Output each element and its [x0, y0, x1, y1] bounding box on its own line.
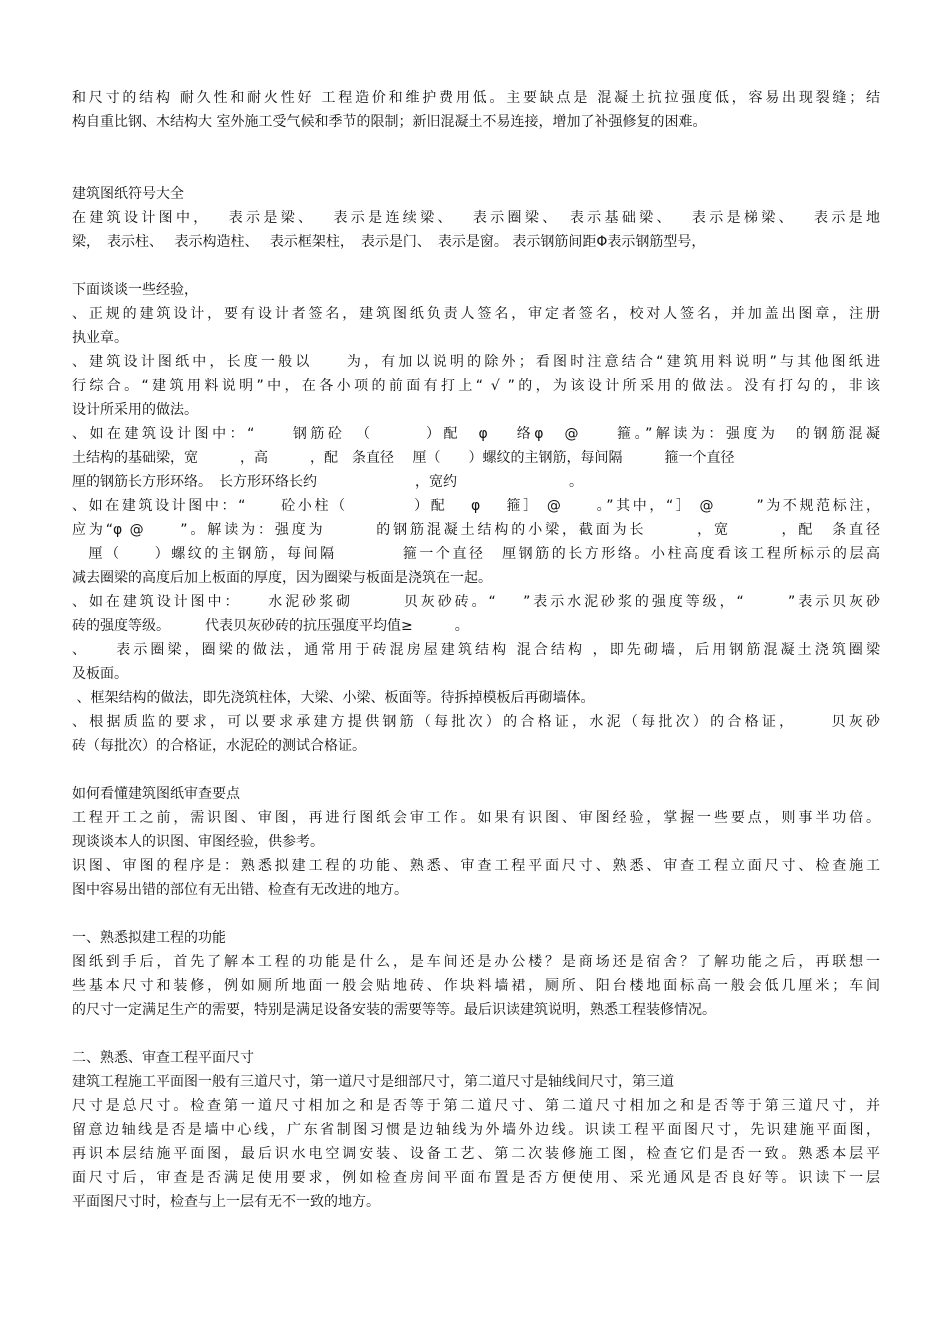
text-line: 、根据质监的要求，可以要求承建方提供钢筋（每批次）的合格证，水泥（每批次）的合格证， 贝灰砂 [72, 714, 880, 730]
text-line: 及板面。 [72, 666, 128, 682]
document-page [72, 86, 880, 1214]
text-line: 识图、审图的程序是：熟悉拟建工程的功能、熟悉、审查工程平面尺寸、熟悉、审查工程立面尺寸、检查施工 [72, 858, 880, 874]
text-line: 砖的强度等级。 代表贝灰砂砖的抗压强度平均值≥ 。 [72, 618, 469, 634]
text-line: 执业章。 [72, 330, 128, 346]
text-line: 建筑工程施工平面图一般有三道尺寸，第一道尺寸是细部尺寸，第二道尺寸是轴线间尺寸，第三道 [72, 1074, 674, 1090]
text-line: 下面谈谈一些经验， [72, 282, 198, 298]
text-line: 工程开工之前，需识图、审图，再进行图纸会审工作。如果有识图、审图经验，掌握一些要点，则事半功倍。 [72, 810, 880, 826]
blank-line [72, 158, 880, 182]
section-heading: 二、熟悉、审查工程平面尺寸 [72, 1050, 254, 1066]
text-line: 在建筑设计图中， 表示是梁、 表示是连续梁、 表示圈梁、 表示基础梁、 表示是梯梁、 表示是地 [72, 210, 880, 226]
text-line: 尺寸是总尺寸。检查第一道尺寸相加之和是否等于第二道尺寸、第二道尺寸相加之和是否等于第三道尺寸，并 [72, 1098, 880, 1114]
blank-line [72, 1022, 880, 1046]
text-line: 、如在建筑设计图中：“ 钢筋砼 （ ）配 φ 络φ @ 箍。”解读为：强度为 的钢筋混凝 [72, 426, 880, 442]
text-line: 土结构的基础梁，宽 ，高 ，配 条直径 厘（ ）螺纹的主钢筋，每间隔 箍一个直径 [72, 450, 735, 466]
text-line: 些基本尺寸和装修，例如厕所地面一般会贴地砖、作块料墙裙，厕所、阳台楼地面标高一般会低几厘米；车间 [72, 978, 880, 994]
blank-line [72, 254, 880, 278]
text-line: 图纸到手后，首先了解本工程的功能是什么，是车间还是办公楼？是商场还是宿舍？了解功能之后，再联想一 [72, 954, 880, 970]
text-line: 构自重比钢、木结构大 室外施工受气候和季节的限制；新旧混凝土不易连接，增加了补强修复的困难。 [72, 114, 707, 130]
text-line: 、 表示圈梁，圈梁的做法，通常用于砖混房屋建筑结构 混合结构 ，即先砌墙，后用钢筋混凝土浇筑圈梁 [72, 642, 880, 658]
blank-line [72, 902, 880, 926]
text-line: 、如在建筑设计图中： 水泥砂浆砌 贝灰砂砖。“ ”表示水泥砂浆的强度等级，“ ”表示贝灰砂 [72, 594, 880, 610]
section-heading: 一、熟悉拟建工程的功能 [72, 930, 226, 946]
text-line: 图中容易出错的部位有无出错、检查有无改进的地方。 [72, 882, 408, 898]
text-line: 的尺寸一定满足生产的需要，特别是满足设备安装的需要等等。最后识读建筑说明，熟悉工程装修情况。 [72, 1002, 716, 1018]
text-line: 行综合。“建筑用料说明”中，在各小项的前面有打上“ √ ”的，为该设计所采用的做法。没有打勾的，非该 [72, 378, 880, 394]
section-heading: 如何看懂建筑图纸审查要点 [72, 786, 240, 802]
text-line: 梁， 表示柱、 表示构造柱、 表示框架柱， 表示是门、 表示是窗。 表示钢筋间距Φ表示钢筋型号， [72, 234, 706, 250]
text-line: 厘（ ）螺纹的主钢筋，每间隔 箍一个直径 厘钢筋的长方形络。小柱高度看该工程所标示的层高 [72, 546, 880, 562]
text-line: 、正规的建筑设计，要有设计者签名，建筑图纸负责人签名，审定者签名，校对人签名，并加盖出图章，注册 [72, 306, 880, 322]
text-line: 、如在建筑设计图中：“ 砼小柱（ ）配 φ 箍］ @ 。”其中，“］ @ ”为不规范标注， [72, 498, 880, 514]
text-line: 砖（每批次）的合格证，水泥砼的测试合格证。 [72, 738, 366, 754]
text-line: 和尺寸的结构 耐久性和耐火性好 工程造价和维护费用低。主要缺点是 混凝土抗拉强度低，容易出现裂缝；结 [72, 90, 880, 106]
text-line: 、框架结构的做法，即先浇筑柱体，大梁、小梁、板面等。待拆掉模板后再砌墙体。 [72, 690, 595, 706]
section-heading: 建筑图纸符号大全 [72, 186, 184, 202]
text-line: 平面图尺寸时，检查与上一层有无不一致的地方。 [72, 1194, 380, 1210]
text-line: 面尺寸后，审查是否满足使用要求，例如检查房间平面布置是否方便使用、采光通风是否良好等。识读下一层 [72, 1170, 880, 1186]
text-line: 设计所采用的做法。 [72, 402, 198, 418]
text-line: 留意边轴线是否是墙中心线，广东省制图习惯是边轴线为外墙外边线。识读工程平面图尺寸，先识建施平面图， [72, 1122, 880, 1138]
text-line: 现谈谈本人的识图、审图经验，供参考。 [72, 834, 324, 850]
blank-line [72, 758, 880, 782]
blank-line [72, 134, 880, 158]
text-line: 应为“φ @ ”。解读为：强度为 的钢筋混凝土结构的小梁，截面为长 ，宽 ，配 条直径 [72, 522, 880, 538]
text-line: 、建筑设计图纸中，长度一般以 为，有加以说明的除外；看图时注意结合“建筑用料说明”与其他图纸进 [72, 354, 880, 370]
text-line: 再识本层结施平面图，最后识水电空调安装、设备工艺、第二次装修施工图，检查它们是否一致。熟悉本层平 [72, 1146, 880, 1162]
text-line: 减去圈梁的高度后加上板面的厚度，因为圈梁与板面是浇筑在一起。 [72, 570, 492, 586]
text-line: 厘的钢筋长方形环络。 长方形环络长约 ，宽约 。 [72, 474, 583, 490]
